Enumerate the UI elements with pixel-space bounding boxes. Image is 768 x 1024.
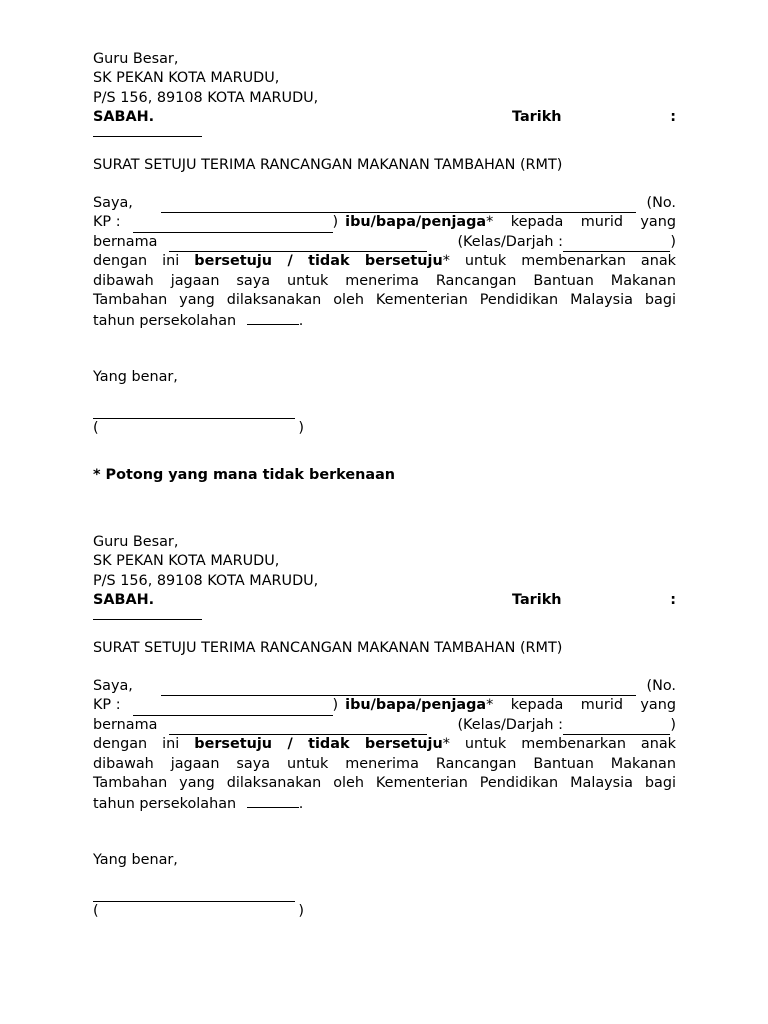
letter-body bbox=[93, 194, 676, 332]
saya-label: Saya, bbox=[93, 678, 133, 695]
date-label: Tarikh bbox=[512, 109, 562, 126]
dengan-text: dengan ini bbox=[93, 253, 180, 270]
role-text: ibu/bapa/penjaga bbox=[345, 214, 487, 231]
address-line-3: P/S 156, 89108 KOTA MARUDU, bbox=[93, 89, 319, 106]
tahun-period: . bbox=[298, 313, 304, 330]
date-field[interactable] bbox=[93, 619, 202, 620]
date-label-group bbox=[512, 108, 676, 127]
body-line-6: Tambahan yang dilaksanakan oleh Kementerian Pendidikan Malaysia bagi bbox=[93, 292, 676, 309]
address-line-1: Guru Besar, bbox=[93, 534, 179, 550]
year-field[interactable] bbox=[247, 310, 299, 325]
paren-open: ( bbox=[93, 420, 99, 437]
bernama-label: bernama bbox=[93, 716, 158, 733]
consent-form-2 bbox=[93, 533, 676, 922]
ic-number-field[interactable] bbox=[133, 701, 333, 716]
date-colon: : bbox=[670, 592, 676, 609]
printed-name-field[interactable] bbox=[93, 902, 304, 921]
body-line-5: dibawah jagaan saya untuk menerima Rancangan Bantuan Makanan bbox=[93, 755, 676, 772]
class-field[interactable] bbox=[563, 720, 670, 735]
saya-label: Saya, bbox=[93, 195, 133, 212]
address-line-1: Guru Besar, bbox=[93, 51, 179, 67]
no-label: (No. bbox=[646, 678, 676, 695]
class-field[interactable] bbox=[563, 237, 670, 252]
address-block bbox=[93, 533, 676, 620]
consent-options: bersetuju / tidak bersetuju bbox=[194, 253, 443, 270]
date-label-group bbox=[512, 591, 676, 610]
kelas-close-paren: ) bbox=[670, 716, 676, 733]
date-field[interactable] bbox=[93, 136, 202, 137]
role-suffix: * kepada murid yang bbox=[486, 697, 676, 714]
kelas-close-paren: ) bbox=[670, 233, 676, 250]
address-line-4: SABAH. bbox=[93, 592, 155, 609]
paren-open: ( bbox=[93, 903, 99, 920]
student-name-field[interactable] bbox=[169, 237, 427, 252]
letter-title: SURAT SETUJU TERIMA RANCANGAN MAKANAN TAMBAHAN (RMT) bbox=[93, 639, 563, 656]
address-block bbox=[93, 50, 676, 137]
letter-body bbox=[93, 677, 676, 815]
address-line-4: SABAH. bbox=[93, 109, 155, 126]
footnote: * Potong yang mana tidak berkenaan bbox=[93, 466, 396, 483]
no-label: (No. bbox=[646, 195, 676, 212]
bernama-label: bernama bbox=[93, 233, 158, 250]
address-line-3: P/S 156, 89108 KOTA MARUDU, bbox=[93, 572, 319, 589]
consent-options: bersetuju / tidak bersetuju bbox=[194, 736, 443, 753]
kp-label: KP : bbox=[93, 697, 121, 714]
kelas-label: (Kelas/Darjah : bbox=[457, 716, 563, 733]
closing-text: Yang benar, bbox=[93, 368, 178, 385]
kp-close-paren: ) bbox=[332, 697, 339, 714]
consent-suffix: * untuk membenarkan anak bbox=[442, 736, 677, 753]
dengan-text: dengan ini bbox=[93, 736, 180, 753]
name-field[interactable] bbox=[161, 198, 637, 213]
body-line-5: dibawah jagaan saya untuk menerima Rancangan Bantuan Makanan bbox=[93, 272, 676, 289]
role-text: ibu/bapa/penjaga bbox=[345, 697, 487, 714]
consent-suffix: * untuk membenarkan anak bbox=[442, 253, 677, 270]
paren-close: ) bbox=[298, 903, 304, 920]
year-field[interactable] bbox=[247, 793, 299, 808]
consent-form-1 bbox=[93, 50, 676, 485]
kelas-label: (Kelas/Darjah : bbox=[457, 233, 563, 250]
paren-close: ) bbox=[298, 420, 304, 437]
body-line-6: Tambahan yang dilaksanakan oleh Kementerian Pendidikan Malaysia bagi bbox=[93, 775, 676, 792]
name-field[interactable] bbox=[161, 681, 637, 696]
closing-text: Yang benar, bbox=[93, 851, 178, 868]
letter-title: SURAT SETUJU TERIMA RANCANGAN MAKANAN TAMBAHAN (RMT) bbox=[93, 156, 563, 173]
ic-number-field[interactable] bbox=[133, 218, 333, 233]
tahun-label: tahun persekolahan bbox=[93, 313, 237, 330]
tahun-label: tahun persekolahan bbox=[93, 796, 237, 813]
role-suffix: * kepada murid yang bbox=[486, 214, 676, 231]
date-label: Tarikh bbox=[512, 592, 562, 609]
date-colon: : bbox=[670, 109, 676, 126]
printed-name-field[interactable] bbox=[93, 419, 304, 438]
kp-close-paren: ) bbox=[332, 214, 339, 231]
kp-label: KP : bbox=[93, 214, 121, 231]
address-line-2: SK PEKAN KOTA MARUDU, bbox=[93, 70, 280, 87]
student-name-field[interactable] bbox=[169, 720, 427, 735]
tahun-period: . bbox=[298, 796, 304, 813]
address-line-2: SK PEKAN KOTA MARUDU, bbox=[93, 553, 280, 570]
